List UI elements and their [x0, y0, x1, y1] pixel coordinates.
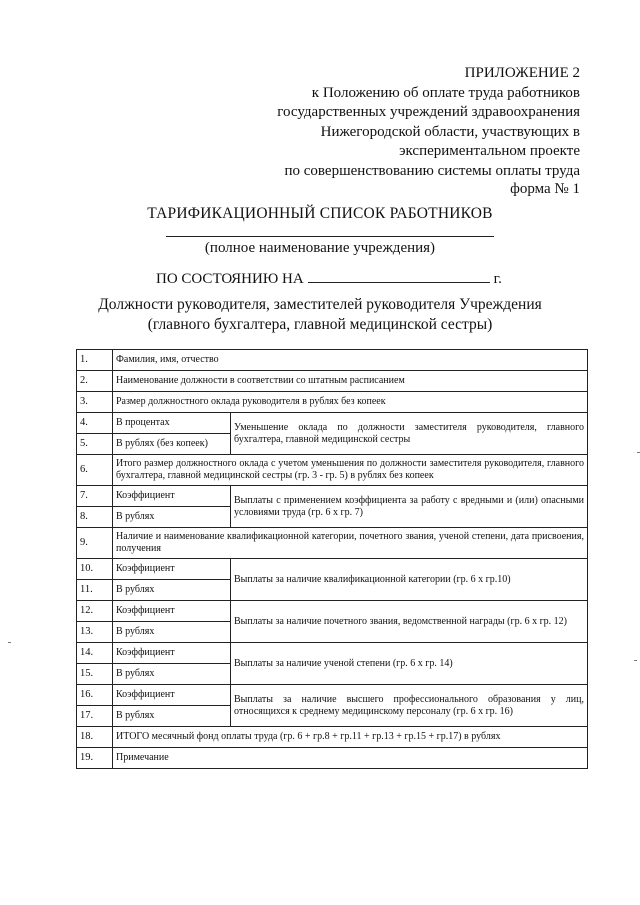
- table-row: [77, 350, 588, 371]
- row-label: Коэффициент: [113, 486, 231, 507]
- table-row: [77, 748, 588, 769]
- appendix-line: к Положению об оплате труда работников: [311, 84, 580, 101]
- row-label: Коэффициент: [113, 685, 231, 706]
- row-label: В рублях: [113, 706, 231, 727]
- year-suffix: г.: [493, 271, 502, 287]
- as-of-date-line: [156, 268, 502, 288]
- row-number: 6.: [77, 455, 113, 486]
- table-row: [77, 413, 588, 434]
- row-label: Коэффициент: [113, 643, 231, 664]
- institution-caption: (полное наименование учреждения): [204, 240, 436, 256]
- row-number: 13.: [77, 622, 113, 643]
- appendix-line: экспериментальном проекте: [399, 143, 580, 159]
- appendix-title: ПРИЛОЖЕНИЕ 2: [464, 65, 580, 81]
- table-row: [77, 601, 588, 622]
- merged-honorary: Выплаты за наличие почетного звания, ведомственной награды (гр. 6 х гр. 12): [231, 601, 588, 643]
- table-row: [77, 643, 588, 664]
- table-row: [77, 392, 588, 413]
- appendix-line: по совершенствованию системы оплаты труда: [284, 162, 580, 179]
- row-text: Наименование должности в соответствии со штатным расписанием: [113, 371, 588, 392]
- scan-mark: [634, 660, 637, 661]
- row-label: Коэффициент: [113, 601, 231, 622]
- row-number: 18.: [77, 727, 113, 748]
- row-number: 2.: [77, 371, 113, 392]
- scan-mark: [8, 642, 11, 643]
- merged-hazard: Выплаты с применением коэффициента за работу с вредными и (или) опасными условиями труда (гр. 6 х гр. 7): [231, 486, 588, 528]
- row-label: В рублях (без копеек): [113, 434, 231, 455]
- row-number: 7.: [77, 486, 113, 507]
- row-label: В рублях: [113, 622, 231, 643]
- row-number: 16.: [77, 685, 113, 706]
- appendix-line: Нижегородской области, участвующих в: [320, 123, 580, 140]
- table-row: [77, 455, 588, 486]
- row-text: Размер должностного оклада руководителя в рублях без копеек: [113, 392, 588, 413]
- table-row: [77, 371, 588, 392]
- row-number: 8.: [77, 507, 113, 528]
- merged-qualification: Выплаты за наличие квалификационной категории (гр. 6 х гр.10): [231, 559, 588, 601]
- merged-reduction: Уменьшение оклада по должности заместителя руководителя, главного бухгалтера, главной медицинской сестры: [231, 413, 588, 455]
- table-row: [77, 486, 588, 507]
- row-text: Итого размер должностного оклада с учетом уменьшения по должности заместителя руководителя, главного бухгалтера, главной медицинской сестры (гр. 3 - гр. 5) в рублях без копеек: [113, 455, 588, 486]
- row-text: Фамилия, имя, отчество: [113, 350, 588, 371]
- row-text: ИТОГО месячный фонд оплаты труда (гр. 6 + гр.8 + гр.11 + гр.13 + гр.15 + гр.17) в рублях: [113, 727, 588, 748]
- row-number: 17.: [77, 706, 113, 727]
- row-label: Коэффициент: [113, 559, 231, 580]
- row-label: В рублях: [113, 664, 231, 685]
- section-line: (главного бухгалтера, главной медицинской сестры): [147, 316, 493, 333]
- row-number: 12.: [77, 601, 113, 622]
- row-number: 11.: [77, 580, 113, 601]
- document-title: ТАРИФИКАЦИОННЫЙ СПИСОК РАБОТНИКОВ: [147, 205, 493, 222]
- row-number: 5.: [77, 434, 113, 455]
- appendix-line: государственных учреждений здравоохранения: [277, 104, 580, 120]
- table-row: [77, 559, 588, 580]
- row-label: В рублях: [113, 507, 231, 528]
- row-number: 19.: [77, 748, 113, 769]
- row-number: 3.: [77, 392, 113, 413]
- row-number: 14.: [77, 643, 113, 664]
- as-of-label: ПО СОСТОЯНИЮ НА: [156, 271, 304, 287]
- table-row: [77, 727, 588, 748]
- row-number: 10.: [77, 559, 113, 580]
- row-number: 9.: [77, 528, 113, 559]
- row-text: Наличие и наименование квалификационной категории, почетного звания, ученой степени, дата присвоения, получения: [113, 528, 588, 559]
- date-blank: [308, 268, 490, 283]
- row-text: Примечание: [113, 748, 588, 769]
- merged-degree: Выплаты за наличие ученой степени (гр. 6 х гр. 14): [231, 643, 588, 685]
- merged-higher-education: Выплаты за наличие высшего профессионального образования у лиц, относящихся к среднему медицинскому персоналу (гр. 6 х гр. 16): [231, 685, 588, 727]
- row-number: 4.: [77, 413, 113, 434]
- institution-name-line: [166, 236, 494, 237]
- tariff-table: [76, 349, 588, 769]
- row-label: В процентах: [113, 413, 231, 434]
- form-number: форма № 1: [510, 181, 580, 197]
- section-line: Должности руководителя, заместителей руководителя Учреждения: [98, 296, 542, 313]
- row-label: В рублях: [113, 580, 231, 601]
- appendix-header: [220, 64, 580, 181]
- row-number: 15.: [77, 664, 113, 685]
- row-number: 1.: [77, 350, 113, 371]
- table-row: [77, 685, 588, 706]
- section-heading: [0, 295, 640, 335]
- table-row: [77, 528, 588, 559]
